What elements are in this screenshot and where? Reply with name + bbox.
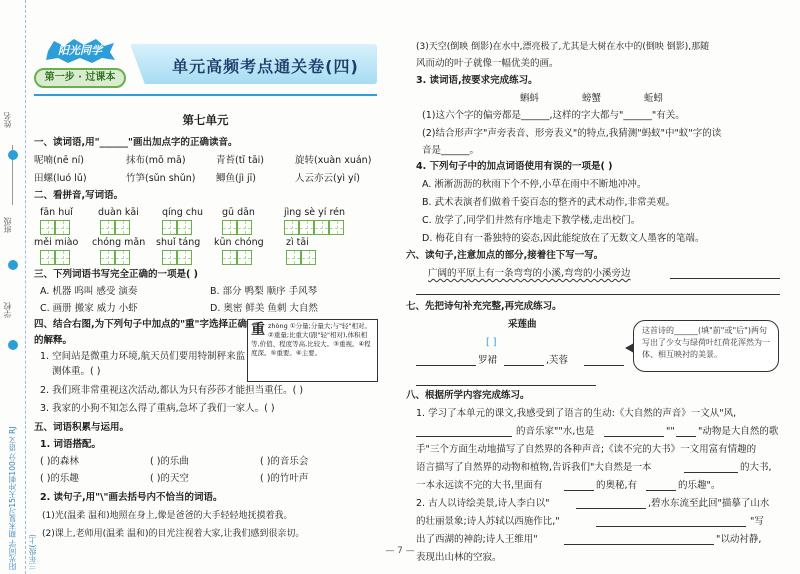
question-text: 3. 读词语,按要求完成练习。 <box>416 75 538 86</box>
poem-title: 采莲曲 <box>508 319 537 330</box>
collocation-blank[interactable]: ( )的音乐会 <box>260 456 309 467</box>
question-text: "写 <box>750 516 764 527</box>
writing-grid[interactable] <box>40 220 70 235</box>
pinyin-choice[interactable]: 呢喃(nē ní) <box>34 155 84 166</box>
question-text: 出了西湖的神韵;诗人王维用" <box>416 534 538 545</box>
page-title: 单元高频考点通关卷(四) <box>172 57 359 76</box>
question-text: 一本永远读不完的大书,里面有 <box>416 480 543 491</box>
pinyin-prompt: zì tāi <box>286 237 309 248</box>
unit-title: 第七单元 <box>182 113 229 127</box>
answer-line[interactable] <box>416 355 476 366</box>
question-text[interactable]: 3. 我家的小狗不知怎么得了重病,急坏了我们一家人。( ) <box>40 403 275 414</box>
collocation-blank[interactable]: ( )的乐曲 <box>150 456 189 467</box>
question-text: 手"三个方面生动地描写了自然界的各种声音;《读不完的大书》一文用富有情趣的 <box>416 444 757 455</box>
pinyin-prompt: shuǐ táng <box>156 237 201 248</box>
pinyin-choice[interactable]: 抹布(mō mā) <box>126 155 186 166</box>
writing-grid[interactable] <box>222 220 252 235</box>
section-2-heading: 二、看拼音,写词语。 <box>34 190 124 201</box>
pinyin-choice[interactable]: 田螺(luó lǔ) <box>34 173 87 184</box>
answer-line[interactable] <box>416 284 780 295</box>
name-label: 姓名 <box>3 112 12 128</box>
question-text: 4. 下列句子中的加点词语使用有误的一项是( ) <box>416 161 613 172</box>
question-text: 的音乐家""水,也是 <box>516 426 595 437</box>
answer-line[interactable] <box>504 355 544 366</box>
option-b[interactable]: B. 部分 鸭梨 顺序 手风琴 <box>210 286 318 297</box>
pinyin-prompt: qíng chu <box>162 207 204 218</box>
word-item: 螃蟹 <box>582 93 602 104</box>
question-text: "" <box>666 426 675 437</box>
collocation-blank[interactable]: ( )的竹叶声 <box>260 473 309 484</box>
answer-line[interactable] <box>576 498 646 509</box>
answer-line[interactable] <box>676 426 696 437</box>
option-c[interactable]: C. 放学了,同学们井然有序地走下教学楼,走出校门。 <box>422 215 641 226</box>
poem-author-blank[interactable]: [ ] <box>486 337 497 348</box>
collocation-blank[interactable]: ( )的天空 <box>150 473 189 484</box>
question-text: 1. 学习了本单元的课文,我感受到了语言的生动:《大自然的声音》一文从"风, <box>416 408 737 419</box>
option-c[interactable]: C. 画册 搬家 威力 小虾 <box>40 303 138 314</box>
option-a[interactable]: A. 机器 呜叫 感受 演奏 <box>40 286 138 297</box>
left-column <box>34 0 379 574</box>
pinyin-choice[interactable]: 人云亦云(yì yí) <box>295 173 360 184</box>
question-text: 的大书, <box>740 462 772 473</box>
sentence-prompt <box>428 267 631 281</box>
binding-hole <box>8 260 18 270</box>
pinyin-choice[interactable]: 鲫鱼(jì jī) <box>216 173 256 184</box>
question-text: 2. 古人以诗绘美景,诗人李白以" <box>416 498 550 509</box>
section-4-heading-cont: 的解释。 <box>34 335 73 346</box>
pinyin-choice[interactable]: 旋转(xuàn xuán) <box>295 155 372 166</box>
answer-line[interactable] <box>416 426 512 437</box>
question-text[interactable]: (2)课上,老师用(温柔 温和)的目光注视着大家,让我们感到很亲切。 <box>42 529 305 539</box>
writing-grid[interactable] <box>162 220 192 235</box>
question-text: 1. 空间站是微重力环境,航天员们要用特制秤来监 <box>40 351 246 362</box>
section-8-heading: 八、根据所学内容完成练习。 <box>406 390 530 401</box>
question-text: 语言描写了自然界的动物和植物,告诉我们"大自然是一本 <box>416 462 652 473</box>
step-badge: 第一步 · 过课本 <box>34 68 126 88</box>
book-brand: 阳光同学 期末复习15天冲刺100分 语文 RJ 三年级(上) <box>8 426 37 570</box>
question-text[interactable]: (1)这六个字的偏旁都是______,这样的字大都与"______"有关。 <box>422 110 685 121</box>
poem-note-bubble: 这首诗的______(填"前"或"后")两句写出了少女与绿荷叶红荷花浑然为一体、相互映衬的美景。 <box>633 320 779 372</box>
section-4-heading: 四、结合右图,为下列句子中加点的"重"字选择正确 <box>34 319 248 330</box>
writing-grid[interactable] <box>100 220 130 235</box>
answer-line[interactable] <box>670 268 780 279</box>
question-text[interactable]: 2. 我们班非常重视这次活动,都认为只有莎莎才能担当重任。( ) <box>40 385 304 396</box>
pinyin-prompt: měi miào <box>34 237 79 248</box>
question-text: ,碧水东流至此回"描摹了山水 <box>648 498 770 509</box>
binding-hole <box>8 150 18 160</box>
writing-grid[interactable] <box>100 250 130 265</box>
class-label: 班级 <box>3 217 12 233</box>
dictionary-character: 重 <box>251 322 265 338</box>
word-item: 蝌蚪 <box>520 93 540 104</box>
dictionary-definition: zhòng ①分量;分量大;与"轻"相对。②重量;比重大(跟"轻"相对),体积相等,价值、程度等高,比较大。③重视。④程度深。⑤重要。⑥主要。 <box>251 322 372 357</box>
question-text[interactable]: 测体重。( ) <box>52 366 101 377</box>
question-text: 的乐趣"。 <box>678 480 721 491</box>
sentence-text: 广阔的平原上有一条弯弯的小溪,弯弯的小溪旁边 <box>428 268 631 279</box>
pinyin-prompt: jìng sè yí rén <box>284 207 346 218</box>
answer-line[interactable] <box>584 355 624 366</box>
section-3-heading: 三、下列词语书写完全正确的一项是( ) <box>34 269 198 280</box>
pinyin-prompt: chóng mǎn <box>92 237 146 248</box>
question-text: (2)结合形声字"声旁表音、形旁表义"的特点,我猜测"蚂蚁"中"蚁"字的读 <box>422 128 722 139</box>
answer-line[interactable] <box>564 534 714 545</box>
question-text: "动物是大自然的歌 <box>698 426 779 437</box>
dictionary-entry-box <box>247 319 378 382</box>
question-text: "以动衬静, <box>716 534 762 545</box>
option-d[interactable]: D. 梅花自有一番独特的姿态,因此能绽放在了无数文人墨客的笔端。 <box>422 233 705 244</box>
writing-grid[interactable] <box>284 220 344 235</box>
section-7-heading: 七、先把诗句补充完整,再完成练习。 <box>406 301 562 312</box>
school-label: 学校 <box>3 302 12 318</box>
answer-line[interactable] <box>596 516 746 527</box>
pinyin-prompt: kūn chóng <box>214 237 264 248</box>
option-b[interactable]: B. 武术表演者们做着千姿百态的整齐的武术动作,非常美观。 <box>422 197 676 208</box>
question-text: 2. 读句子,用"\"画去括号内不恰当的词语。 <box>40 492 223 503</box>
writing-grid[interactable] <box>286 250 316 265</box>
collocation-blank[interactable]: ( )的森林 <box>40 456 79 467</box>
section-1-heading: 一、读词语,用"______"画出加点字的正确读音。 <box>34 137 238 148</box>
question-text[interactable]: (1)光(温柔 温和)地照在身上,像是爸爸的大手轻轻地抚摸着我。 <box>42 511 293 521</box>
question-text: 1. 词语搭配。 <box>40 439 102 450</box>
writing-grid[interactable] <box>222 250 252 265</box>
section-5-heading: 五、词语积累与运用。 <box>34 422 130 433</box>
binding-hole <box>8 340 18 350</box>
question-text: 的奥秘,有 <box>596 480 638 491</box>
pinyin-prompt: fān huǐ <box>40 207 73 218</box>
question-text: 风而动的叶子就像一幅优美的画。 <box>416 58 559 69</box>
pinyin-prompt: gū dān <box>222 207 255 218</box>
writing-grid[interactable] <box>162 250 192 265</box>
pinyin-choice[interactable]: 青苔(tī tāi) <box>216 155 264 166</box>
right-column <box>400 0 785 574</box>
answer-line[interactable] <box>684 462 738 473</box>
page-number: — 7 — <box>385 546 415 556</box>
section-6-heading: 六、读句子,注意加点的部分,接着往下写一写。 <box>406 250 604 261</box>
binding-strip <box>0 0 37 574</box>
question-text[interactable]: 音是______。 <box>422 145 480 156</box>
answer-line[interactable] <box>416 375 596 386</box>
collocation-blank[interactable]: ( )的乐趣 <box>40 473 79 484</box>
poem-text: 罗裙 <box>478 355 498 366</box>
pinyin-prompt: duàn kāi <box>98 207 139 218</box>
option-d[interactable]: D. 奥密 鲜美 鱼刺 大自然 <box>210 303 318 314</box>
option-a[interactable]: A. 淅淅沥沥的秋雨下个不停,小草在雨中不断地冲冲。 <box>422 179 647 190</box>
logo-text: 阳光同学 <box>58 44 102 57</box>
poem-text: ,芙蓉 <box>546 355 569 366</box>
question-text[interactable]: (3)天空(倒映 倒影)在水中,漂亮极了,尤其是大树在水中的(倒映 倒影),那随 <box>416 42 710 52</box>
answer-line[interactable] <box>564 480 594 491</box>
answer-line[interactable] <box>646 480 676 491</box>
pinyin-choice[interactable]: 竹笋(sǔn shǔn) <box>126 173 196 184</box>
writing-grid[interactable] <box>40 250 70 265</box>
question-text: 的壮丽景象;诗人苏轼以西施作比," <box>416 516 560 527</box>
word-item: 蚯蚓 <box>644 93 664 104</box>
question-text: 表现出山林的空寂。 <box>416 552 502 563</box>
answer-line[interactable] <box>604 426 664 437</box>
